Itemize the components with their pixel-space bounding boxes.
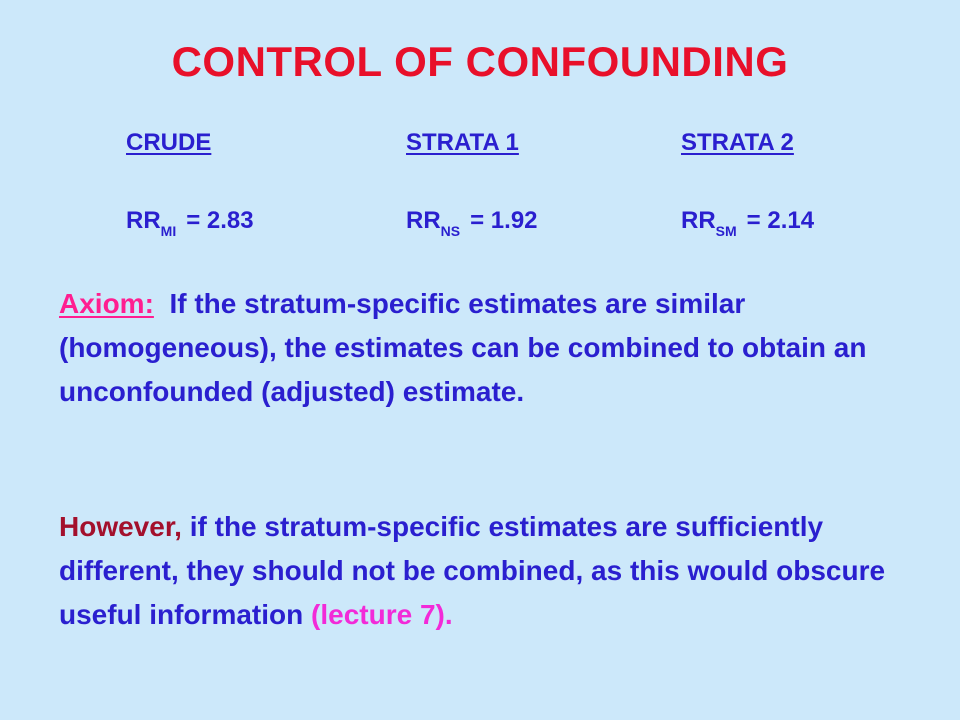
rr-value: = 1.92 [470, 207, 538, 234]
column-heading-crude: CRUDE [126, 129, 212, 156]
lecture-reference: (lecture 7). [311, 599, 453, 630]
rr-subscript: NS [440, 223, 461, 239]
rr-strata-1 [406, 206, 538, 238]
axiom-text: If the stratum-specific estimates are similar (homogeneous), the estimates can be combined to obtain an unconfounded (adjusted) estimate. [59, 288, 867, 407]
rr-symbol: RR [681, 207, 716, 234]
however-paragraph [59, 505, 939, 637]
however-label: However, [59, 511, 182, 542]
slide-title: CONTROL OF CONFOUNDING [171, 38, 789, 85]
rr-symbol: RR [406, 207, 441, 234]
column-heading-strata-1: STRATA 1 [406, 129, 519, 156]
rr-value: = 2.83 [186, 207, 254, 234]
column-heading-strata-2: STRATA 2 [681, 129, 794, 156]
however-text: if the stratum-specific estimates are sufficiently different, they should not be combined, as this would obscure useful information [59, 511, 886, 630]
rr-value: = 2.14 [746, 207, 815, 234]
rr-subscript: SM [715, 223, 737, 239]
rr-strata-2 [681, 206, 814, 238]
rr-crude [126, 206, 254, 238]
axiom-paragraph [59, 282, 939, 414]
rr-subscript: MI [160, 223, 177, 239]
axiom-label: Axiom: [59, 288, 154, 319]
rr-symbol: RR [126, 207, 161, 234]
